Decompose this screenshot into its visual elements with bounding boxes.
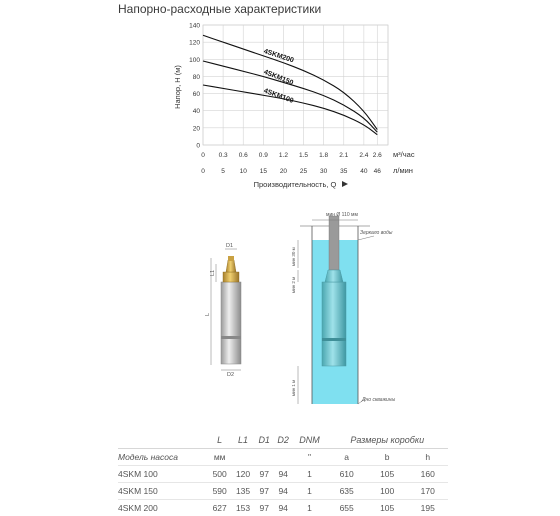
- table-row: [118, 466, 448, 483]
- y-tick-label: 60: [193, 91, 201, 98]
- x-tick-label-m3h: 1.2: [279, 152, 288, 159]
- well-drawing: [300, 216, 370, 404]
- table-cell: 97: [255, 466, 274, 483]
- x-tick-label-m3h: 2.4: [359, 152, 368, 159]
- dim-L: L: [205, 313, 211, 316]
- table-cell: 160: [407, 466, 448, 483]
- x-tick-label-m3h: 0.6: [239, 152, 248, 159]
- table-cell: [255, 449, 274, 466]
- x-tick-label-lmin: 0: [201, 168, 205, 175]
- table-cell: 4SKM 100: [118, 466, 208, 483]
- y-tick-label: 40: [193, 108, 201, 115]
- well-bottom-gap-label: мин 1 м: [291, 380, 296, 396]
- series-label: 4SKM150: [263, 69, 295, 87]
- x-tick-label-m3h: 1.8: [319, 152, 328, 159]
- table-cell: 655: [326, 500, 367, 516]
- well-pump-body: [322, 282, 346, 366]
- table-cell: 94: [274, 500, 293, 516]
- pump-outlet: [228, 256, 234, 261]
- y-tick-label: 140: [189, 23, 200, 30]
- x-tick-label-m3h: 0.3: [219, 152, 228, 159]
- table-header-cell: D2: [274, 432, 293, 449]
- table-cell: 627: [208, 500, 231, 516]
- table-cell: ": [293, 449, 327, 466]
- table-cell: мм: [208, 449, 231, 466]
- table-cell: 635: [326, 483, 367, 500]
- table-units-row: [118, 449, 448, 466]
- table-header-cell: DNM: [293, 432, 327, 449]
- x-tick-label-lmin: 25: [300, 168, 308, 175]
- y-tick-label: 0: [196, 143, 200, 150]
- series-label: 4SKM100: [263, 88, 295, 105]
- table-cell: 1: [293, 466, 327, 483]
- table-cell: 170: [407, 483, 448, 500]
- table-cell: 590: [208, 483, 231, 500]
- y-tick-label: 20: [193, 125, 201, 132]
- table-cell: 1: [293, 483, 327, 500]
- table-cell: 610: [326, 466, 367, 483]
- series-label: 4SKM200: [263, 48, 295, 64]
- table-cell: b: [367, 449, 408, 466]
- table-header-cell: Размеры коробки: [326, 432, 448, 449]
- table-cell: 195: [407, 500, 448, 516]
- y-tick-label: 120: [189, 40, 200, 47]
- x-tick-label-lmin: 20: [280, 168, 288, 175]
- table-cell: a: [326, 449, 367, 466]
- table-header-cell: L1: [231, 432, 254, 449]
- x-tick-label-lmin: 40: [360, 168, 368, 175]
- table-cell: 94: [274, 483, 293, 500]
- table-cell: 97: [255, 500, 274, 516]
- x-tick-label-m3h: 0: [201, 152, 205, 159]
- table-cell: 94: [274, 466, 293, 483]
- table-cell: 97: [255, 483, 274, 500]
- table-header-cell: D1: [255, 432, 274, 449]
- table-cell: 105: [367, 500, 408, 516]
- well-bottom-label: Дно скважины: [361, 397, 396, 403]
- table-cell: 100: [367, 483, 408, 500]
- dim-L1: L1: [210, 270, 216, 276]
- x-tick-label-lmin: 30: [320, 168, 328, 175]
- table-cell: 135: [231, 483, 254, 500]
- x-axis-label: Производительность, Q: [254, 180, 337, 189]
- well-pump-gap-label: мин 2 м: [291, 277, 296, 293]
- pump-drawing: [221, 256, 241, 364]
- table-cell: [274, 449, 293, 466]
- table-cell: 120: [231, 466, 254, 483]
- x-tick-label-lmin: 46: [374, 168, 382, 175]
- pump-head: [223, 272, 239, 282]
- pump-motor-band: [221, 336, 241, 339]
- table-cell: h: [407, 449, 448, 466]
- x-tick-label-lmin: 5: [221, 168, 225, 175]
- page-title: Напорно-расходные характеристики: [118, 2, 321, 16]
- x-unit-lmin: л/мин: [393, 166, 413, 175]
- table-cell: 4SKM 150: [118, 483, 208, 500]
- dim-D2: D2: [227, 372, 234, 378]
- x-tick-label-m3h: 0.9: [259, 152, 268, 159]
- table-cell: Модель насоса: [118, 449, 208, 466]
- x-tick-label-m3h: 1.5: [299, 152, 308, 159]
- table-cell: 4SKM 200: [118, 500, 208, 516]
- well-diameter-label: мин Ø 110 мм: [326, 212, 358, 218]
- x-tick-label-lmin: 35: [340, 168, 348, 175]
- table-header-cell: [118, 432, 208, 449]
- table-row: [118, 500, 448, 516]
- y-tick-label: 80: [193, 74, 201, 81]
- x-tick-label-lmin: 10: [240, 168, 248, 175]
- well-pipe: [329, 216, 339, 270]
- table-row: [118, 483, 448, 500]
- x-tick-label-m3h: 2.6: [373, 152, 382, 159]
- x-unit-m3h: м³/час: [393, 150, 415, 159]
- table-cell: [231, 449, 254, 466]
- table-cell: 153: [231, 500, 254, 516]
- x-tick-label-lmin: 15: [260, 168, 268, 175]
- dim-D1: D1: [226, 243, 233, 249]
- y-axis-label: Напор, H (м): [173, 65, 182, 109]
- pump-cone: [226, 260, 236, 272]
- pump-body: [221, 282, 241, 364]
- table-cell: 1: [293, 500, 327, 516]
- specs-table: [118, 432, 448, 516]
- water-level-label: Зеркало воды: [360, 230, 393, 236]
- y-tick-label: 100: [189, 57, 200, 64]
- table-cell: 105: [367, 466, 408, 483]
- table-header-cell: L: [208, 432, 231, 449]
- table-header-row: [118, 432, 448, 449]
- x-tick-label-m3h: 2.1: [339, 152, 348, 159]
- table-cell: 500: [208, 466, 231, 483]
- well-depth-label: мин 30 м: [291, 247, 296, 266]
